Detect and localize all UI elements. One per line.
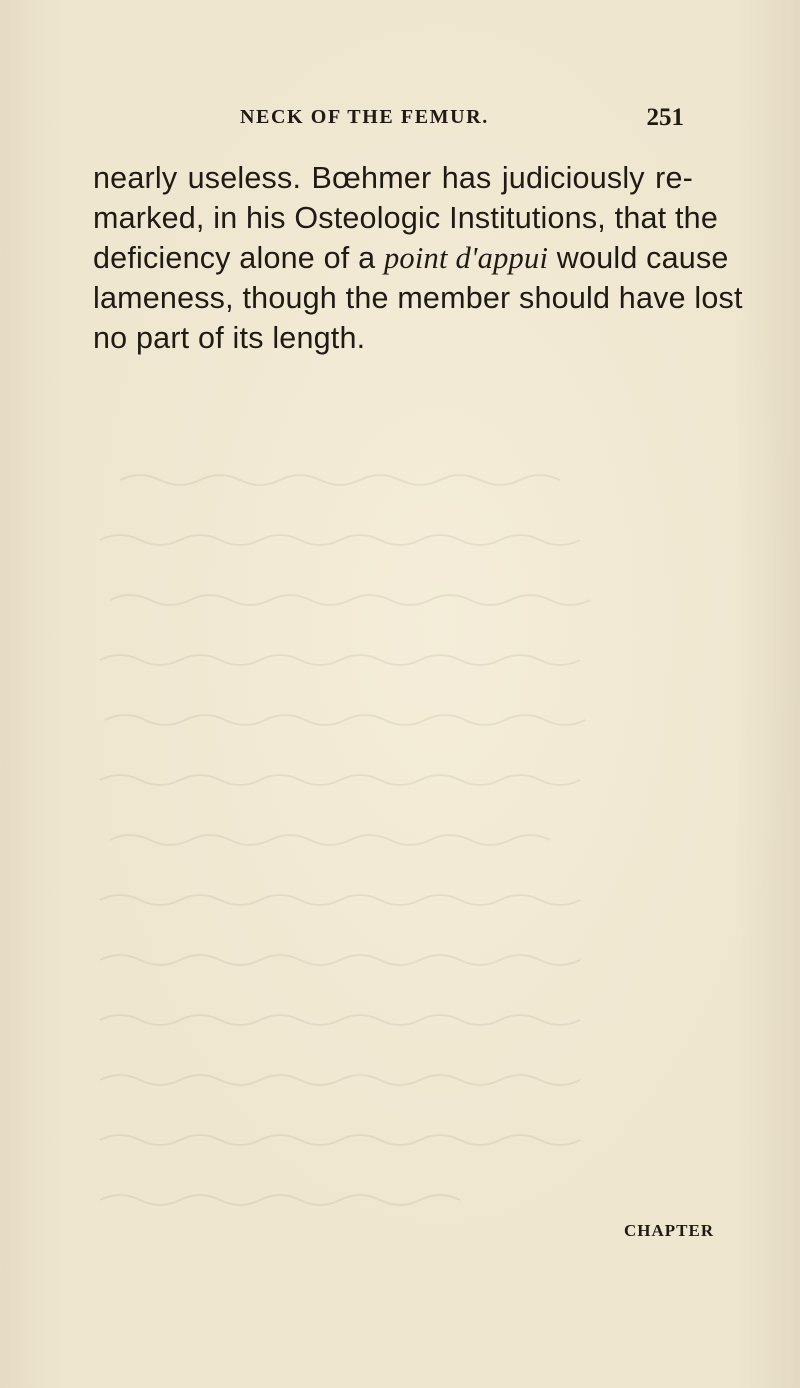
body-paragraph — [93, 158, 743, 358]
text-line-4: lameness, though the member should have lost — [93, 281, 743, 315]
running-head — [200, 104, 684, 136]
page-number: 251 — [646, 104, 684, 131]
text-line-2: marked, in his Osteologic Institutions, that the — [93, 201, 718, 235]
running-title: NECK OF THE FEMUR. — [240, 106, 489, 128]
text-line-3 — [93, 238, 729, 278]
catchword: CHAPTER — [624, 1221, 715, 1240]
text-line-1: nearly useless. Bœhmer has judiciously re- — [93, 161, 693, 195]
text-line-3-start: deficiency alone of a — [93, 241, 384, 275]
text-line-5: no part of its length. — [93, 321, 366, 355]
italic-phrase: point d'appui — [383, 241, 549, 275]
text-line-3-end: would cause — [548, 241, 729, 275]
